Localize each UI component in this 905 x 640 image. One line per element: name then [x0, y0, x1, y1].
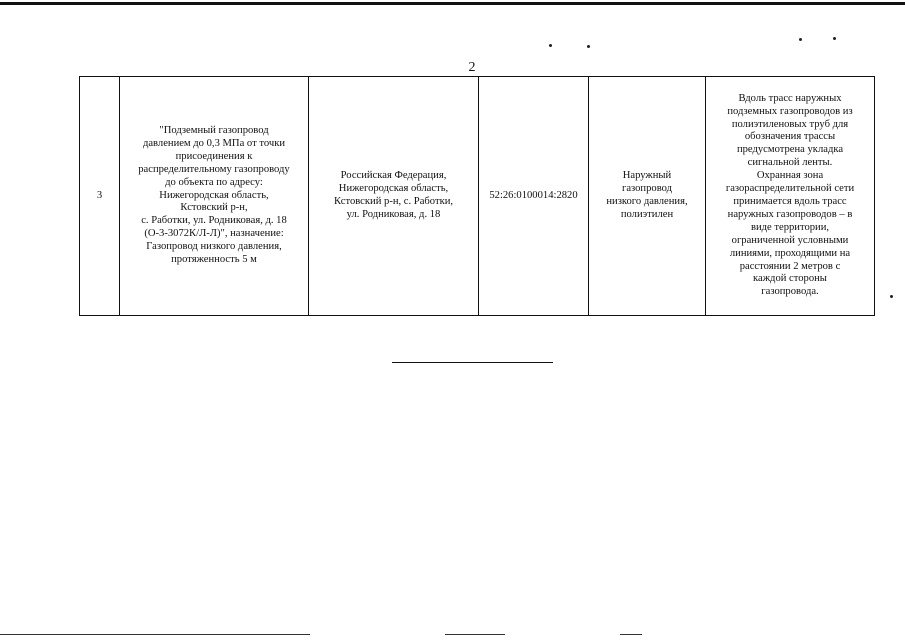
- notes-line: принимается вдоль трасс: [733, 196, 847, 207]
- object-name-cell: [120, 77, 309, 316]
- notes-line: Охранная зона: [756, 170, 824, 182]
- object-name-line: Газопровод низкого давления,: [146, 241, 282, 253]
- object-name-line: "Подземный газопровод: [159, 125, 269, 137]
- object-name-line: до объекта по адресу:: [165, 176, 263, 188]
- location-line: Российская Федерация,: [340, 170, 447, 182]
- object-name-line: протяженность 5 м: [171, 254, 257, 266]
- notes-line: подземных газопроводов из: [727, 105, 853, 117]
- object-type-line: Наружный: [622, 170, 672, 182]
- margin-mark: [890, 295, 893, 298]
- row-number-cell: 3: [80, 77, 120, 316]
- cadastral-number-cell: 52:26:0100014:2820: [479, 77, 589, 316]
- object-name-line: присоединения к: [175, 150, 253, 162]
- protected-zone-table: [79, 76, 875, 316]
- object-type-cell: [589, 77, 706, 316]
- document-end-rule: [392, 362, 553, 363]
- notes-line: обозначения трассы: [744, 131, 836, 143]
- object-type-line: низкого давления,: [606, 196, 688, 207]
- location-cell: [309, 77, 479, 316]
- notes-line: сигнальной ленты.: [747, 157, 833, 169]
- notes-cell: [706, 77, 875, 316]
- page-number: 2: [468, 60, 476, 75]
- notes-line: газораспределительной сети: [725, 183, 855, 195]
- notes-line: виде территории,: [750, 221, 830, 233]
- notes-line: предусмотрена укладка: [736, 144, 844, 156]
- object-name-line: (О-3-3072К/Л-Л)", назначение:: [144, 228, 284, 240]
- object-type-line: полиэтилен: [620, 208, 674, 220]
- scan-edge-line: [620, 634, 642, 635]
- notes-line: Вдоль трасс наружных: [738, 92, 842, 104]
- top-border-rule: [0, 2, 905, 5]
- scan-edge-line: [0, 634, 310, 635]
- location-line: ул. Родниковая, д. 18: [346, 208, 441, 220]
- location-line: Кстовский р-н, с. Работки,: [333, 196, 454, 207]
- object-name-line: Нижегородская область,: [159, 189, 269, 201]
- notes-line: расстоянии 2 метров с: [739, 260, 841, 272]
- scan-speck: [549, 44, 552, 47]
- notes-line: линиями, проходящими на: [729, 247, 851, 259]
- notes-line: ограниченной условными: [731, 234, 849, 246]
- scan-speck: [587, 45, 590, 48]
- object-name-line: распределительному газопроводу: [138, 163, 290, 175]
- object-type-line: газопровод: [621, 183, 673, 195]
- table-row: [80, 77, 875, 316]
- object-name-line: давлением до 0,3 МПа от точки: [142, 137, 286, 149]
- notes-line: газопровода.: [761, 286, 819, 298]
- object-name-line: с. Работки, ул. Родниковая, д. 18: [141, 215, 287, 227]
- object-name-line: Кстовский р-н,: [180, 202, 248, 214]
- location-line: Нижегородская область,: [338, 183, 449, 195]
- scan-speck: [833, 37, 836, 40]
- notes-line: полиэтиленовых труб для: [731, 118, 849, 130]
- scan-speck: [799, 38, 802, 41]
- scan-edge-line: [445, 634, 505, 635]
- notes-line: наружных газопроводов – в: [727, 208, 853, 220]
- notes-line: каждой стороны: [753, 273, 827, 285]
